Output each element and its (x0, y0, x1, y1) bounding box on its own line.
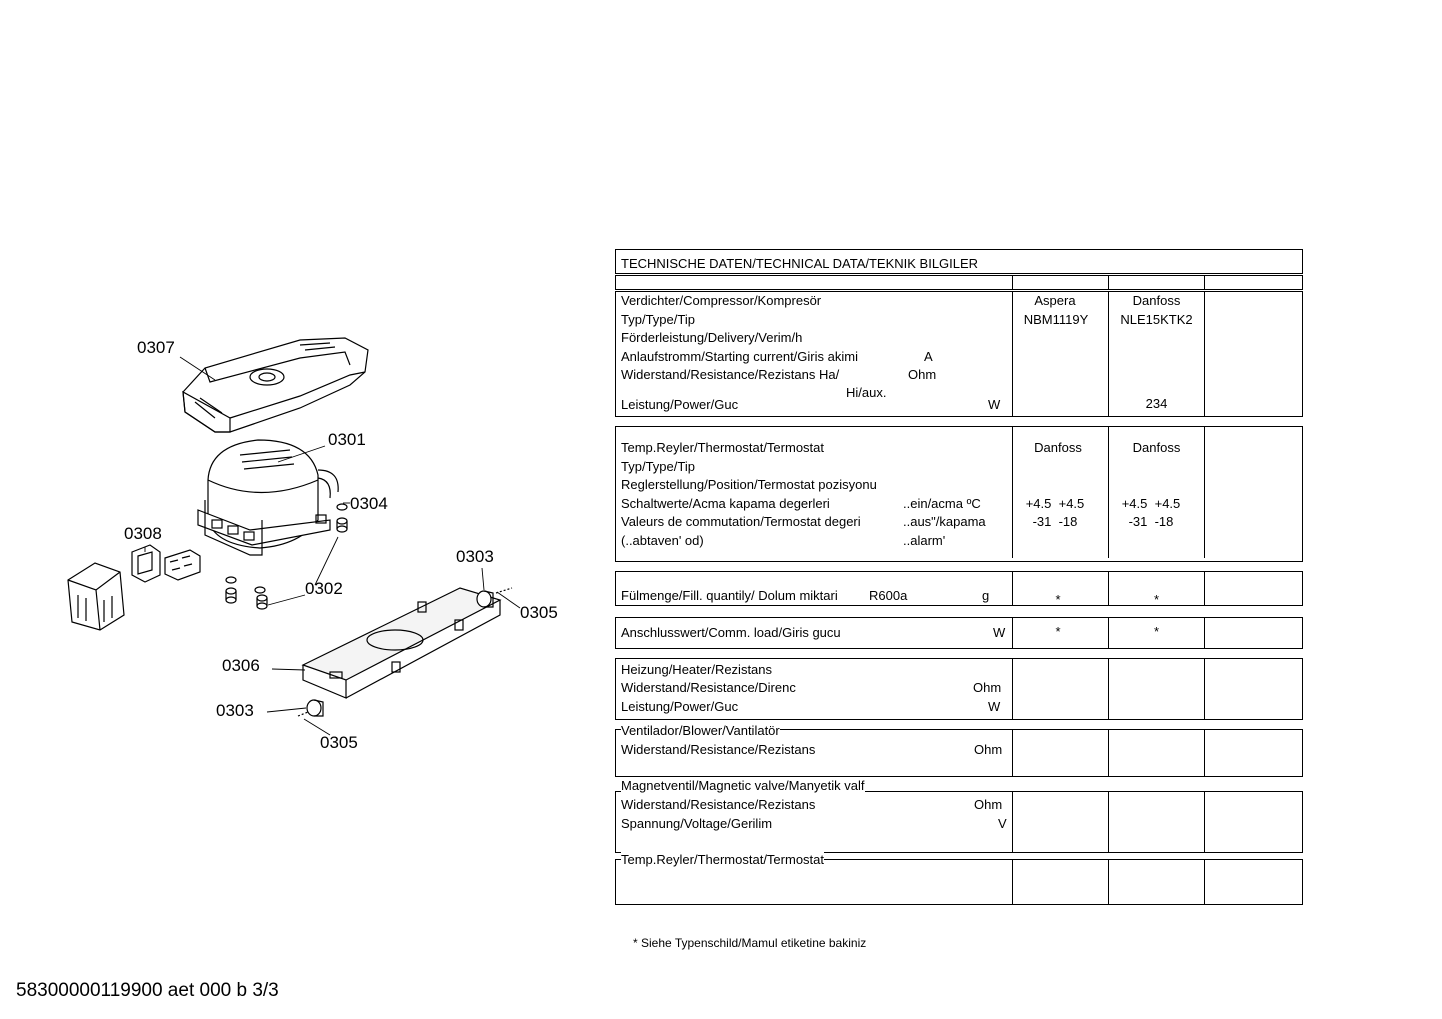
compressor-col2-type: NLE15KTK2 (1120, 312, 1193, 327)
compressor-resistance-label: Widerstand/Resistance/Rezistans Ha/ (621, 367, 840, 382)
part-relay-cover (68, 563, 124, 630)
valve-resistance-unit: Ohm (974, 797, 1003, 812)
thermostat2-title: Temp.Reyler/Thermostat/Termostat (621, 852, 825, 867)
valve-voltage-unit: V (998, 816, 1007, 831)
callout-0302: 0302 (305, 579, 343, 598)
part-0302-grommets (226, 577, 267, 609)
compressor-current-label: Anlaufstromm/Starting current/Giris akimi (621, 349, 858, 364)
compressor-col2-power: 234 (1145, 396, 1168, 411)
fill-col2: * (1153, 592, 1160, 607)
callout-0301: 0301 (328, 430, 366, 449)
part-0304-grommets (337, 504, 347, 532)
heater-power-unit: W (988, 699, 1001, 714)
blower-resistance-label: Widerstand/Resistance/Rezistans (621, 742, 816, 757)
thermostat-off-sub: ..aus"/kapama (903, 514, 986, 529)
exploded-parts-diagram (0, 300, 600, 780)
compressor-col1-type: NBM1119Y (1023, 312, 1089, 327)
fill-quantity-label: Fülmenge/Fill. quantily/ Dolum miktari (621, 588, 838, 603)
footnote: * Siehe Typenschild/Mamul etiketine bakiniz (633, 936, 867, 950)
part-0306-base-rail (303, 588, 500, 698)
compressor-col1-maker: Aspera (1034, 293, 1076, 308)
load-col2: * (1153, 624, 1160, 639)
part-0301-compressor (198, 440, 338, 555)
heater-resistance-label: Widerstand/Resistance/Direnc (621, 680, 796, 695)
load-col1: * (1055, 624, 1061, 639)
valve-resistance-label: Widerstand/Resistance/Rezistans (621, 797, 816, 812)
thermostat-col2-on: +4.5 +4.5 (1121, 496, 1181, 511)
callout-0303-bottom: 0303 (216, 701, 254, 720)
thermostat-on-sub: ..ein/acma ºC (903, 496, 981, 511)
document-id: 58300000119900 aet 000 b 3/3 (16, 980, 279, 1001)
thermostat-switch-label: Schaltwerte/Acma kapama degerleri (621, 496, 830, 511)
compressor-power-label: Leistung/Power/Guc (621, 397, 739, 412)
thermostat-position-label: Reglerstellung/Position/Termostat pozisyonu (621, 477, 877, 492)
thermostat-col1-on: +4.5 +4.5 (1025, 496, 1085, 511)
thermostat-col2-maker: Danfoss (1132, 440, 1181, 455)
compressor-current-unit: A (924, 349, 933, 364)
heater-label: Heizung/Heater/Rezistans (621, 662, 773, 677)
thermostat-col1-off: -31 -18 (1032, 514, 1078, 529)
table-title: TECHNISCHE DATEN/TECHNICAL DATA/TEKNIK BILGILER (621, 256, 979, 271)
fill-col1: * (1055, 592, 1061, 607)
part-0307-cover (183, 338, 368, 432)
fill-unit: g (982, 588, 990, 603)
thermostat-type-label: Typ/Type/Tip (621, 459, 695, 474)
blower-title: Ventilador/Blower/Vantilatör (621, 723, 780, 738)
valve-voltage-label: Spannung/Voltage/Gerilim (621, 816, 773, 831)
heater-power-label: Leistung/Power/Guc (621, 699, 739, 714)
callout-0307: 0307 (137, 338, 175, 357)
part-0303-buffer-top (477, 588, 512, 607)
thermostat-defrost-label: (..abtaven' od) (621, 533, 704, 548)
thermostat-values-label: Valeurs de commutation/Termostat degeri (621, 514, 861, 529)
compressor-type-label: Typ/Type/Tip (621, 312, 695, 327)
thermostat-alarm-sub: ..alarm' (903, 533, 946, 548)
thermostat-col1-maker: Danfoss (1034, 440, 1082, 455)
header-row (615, 275, 1303, 290)
callout-0304: 0304 (350, 494, 388, 513)
fill-refrigerant: R600a (869, 588, 908, 603)
callout-0305-right: 0305 (520, 603, 558, 622)
callout-0303-top: 0303 (456, 547, 494, 566)
part-0308-relay (132, 545, 200, 582)
callout-0308: 0308 (124, 524, 162, 543)
heater-resistance-unit: Ohm (973, 680, 1002, 695)
load-unit: W (993, 625, 1006, 640)
callout-0305-bottom: 0305 (320, 733, 358, 752)
compressor-col2-maker: Danfoss (1132, 293, 1181, 308)
compressor-power-unit: W (988, 397, 1001, 412)
load-label: Anschlusswert/Comm. load/Giris gucu (621, 625, 841, 640)
compressor-aux-label: Hi/aux. (846, 385, 887, 400)
compressor-resistance-unit: Ohm (908, 367, 937, 382)
blower-resistance-unit: Ohm (974, 742, 1003, 757)
callout-0306: 0306 (222, 656, 260, 675)
compressor-label: Verdichter/Compressor/Kompresör (621, 293, 822, 308)
thermostat-col2-off: -31 -18 (1128, 514, 1174, 529)
compressor-delivery-label: Förderleistung/Delivery/Verim/h (621, 330, 803, 345)
valve-title: Magnetventil/Magnetic valve/Manyetik valf (621, 778, 865, 793)
thermostat-label: Temp.Reyler/Thermostat/Termostat (621, 440, 825, 455)
